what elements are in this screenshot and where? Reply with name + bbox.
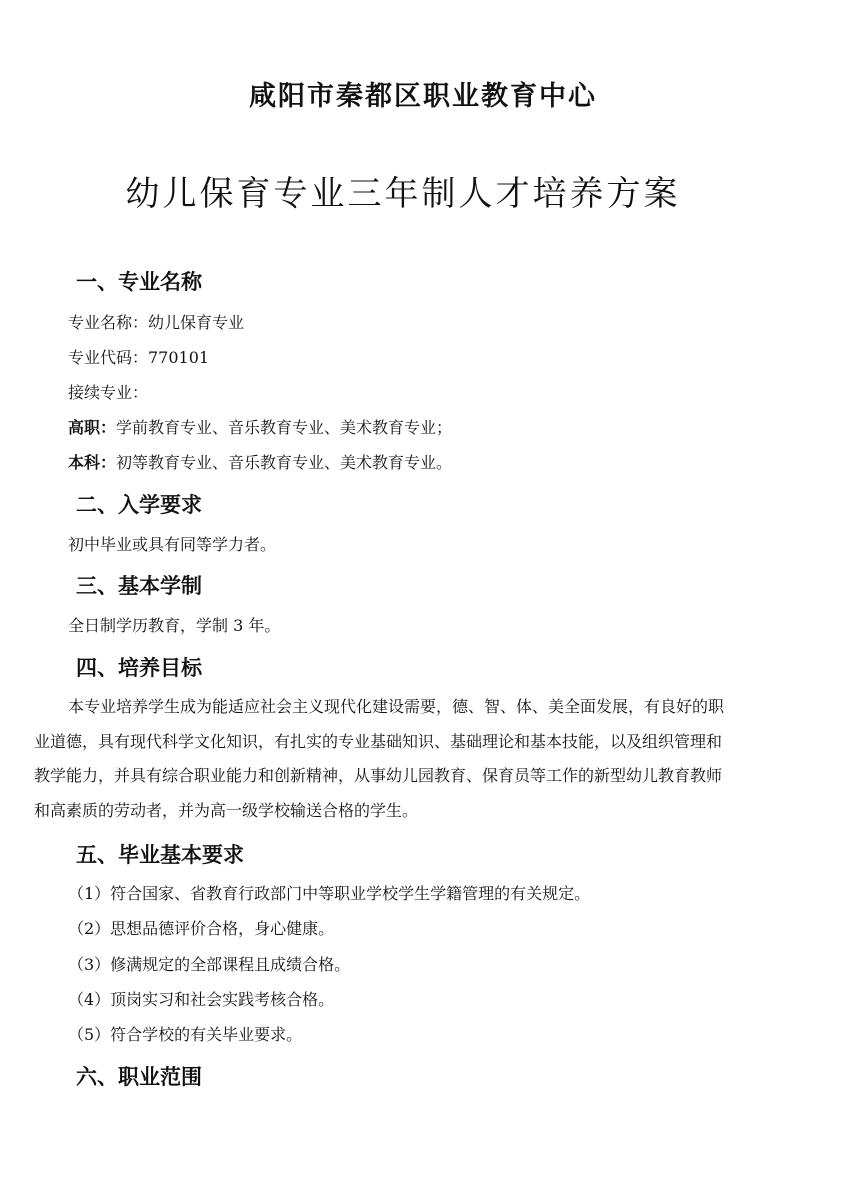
graduation-requirement-item: （3）修满规定的全部课程且成绩合格。 (68, 955, 351, 974)
document-title: 幼儿保育专业三年制人才培养方案 (125, 174, 681, 214)
objective-paragraph (34, 690, 806, 828)
admission-text: 初中毕业或具有同等学力者。 (68, 535, 277, 554)
major-name-line: 专业名称：幼儿保育专业 (68, 313, 245, 332)
objective-line: 和高素质的劳动者，并为高一级学校输送合格的学生。 (34, 800, 419, 820)
objective-line: 教学能力，并具有综合职业能力和创新精神，从事幼儿园教育、保育员等工作的新型幼儿教育教师 (34, 766, 723, 785)
higher-vocational-label: 高职： (68, 418, 117, 437)
graduation-requirement-item: （5）符合学校的有关毕业要求。 (68, 1025, 303, 1044)
higher-vocational-line (68, 415, 452, 438)
bachelor-label: 本科： (68, 453, 117, 472)
continuation-label: 接续专业： (68, 383, 149, 402)
bachelor-value: 初等教育专业、音乐教育专业、美术教育专业。 (116, 453, 453, 472)
section-heading-major-name: 一、专业名称 (76, 270, 202, 294)
section-heading-graduation: 五、毕业基本要求 (76, 843, 244, 867)
section-heading-objective: 四、培养目标 (76, 656, 202, 680)
section-heading-duration: 三、基本学制 (76, 574, 202, 598)
section-heading-career-scope: 六、职业范围 (76, 1065, 202, 1089)
school-name: 咸阳市秦都区职业教育中心 (249, 81, 597, 112)
objective-line: 本专业培养学生成为能适应社会主义现代化建设需要，德、智、体、美全面发展，有良好的职 (68, 697, 725, 716)
graduation-requirement-item: （1）符合国家、省教育行政部门中等职业学校学生学籍管理的有关规定。 (68, 884, 591, 903)
higher-vocational-value: 学前教育专业、音乐教育专业、美术教育专业； (116, 418, 453, 437)
major-code-line: 专业代码：770101 (68, 348, 210, 367)
graduation-requirement-item: （2）思想品德评价合格，身心健康。 (68, 919, 335, 938)
objective-line: 业道德，具有现代科学文化知识，有扎实的专业基础知识、基础理论和基本技能，以及组织管理和 (34, 731, 723, 751)
duration-text: 全日制学历教育，学制 3 年。 (68, 616, 281, 635)
bachelor-line (68, 450, 452, 473)
graduation-requirement-item: （4）顶岗实习和社会实践考核合格。 (68, 990, 335, 1009)
section-heading-admission: 二、入学要求 (76, 493, 202, 517)
